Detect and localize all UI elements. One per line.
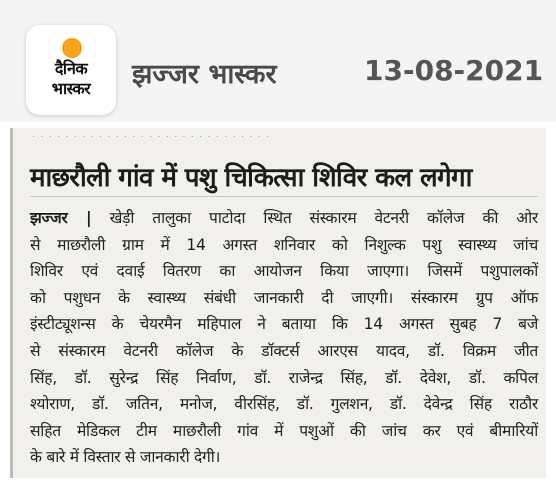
article-dateline: झज्जर |: [30, 209, 92, 227]
article-line: से संस्कारम वेटनरी कॉलेज के डॉक्टर्स आरएस यादव, डॉ. विक्रम जीत: [30, 341, 538, 360]
logo-text-line2: भास्कर: [51, 79, 91, 98]
article-line: [30, 205, 538, 232]
logo-text-line1: दैनिक: [54, 59, 88, 78]
clipping-edge: [10, 128, 13, 478]
article-line: को पशुधन के स्वास्थ्य संबंधी जानकारी दी जाएगी। संस्कारम ग्रुप ऑफ: [30, 288, 538, 307]
article-headline: माछरौली गांव में पशु चिकित्सा शिविर कल लगेगा: [30, 163, 472, 193]
sun-icon: [62, 38, 82, 58]
article-line: सहित मेडिकल टीम माछरौली गांव में पशुओं की जांच कर एवं बीमारियों: [30, 421, 538, 440]
page-header: [0, 0, 556, 122]
article-line: सिंह, डॉ. सुरेन्द्र सिंह निर्वाण, डॉ. राजेन्द्र सिंह, डॉ. देवेश, डॉ. कपिल: [30, 368, 538, 387]
news-clipping: [10, 128, 546, 478]
article-line: शिविर एवं दवाई वितरण का आयोजन किया जाएगा। जिसमें पशुपालकों: [30, 262, 538, 281]
headline-divider: [30, 196, 538, 197]
article-line: इंस्टीट्यूशन्स के चेयरमैन महिपाल ने बताया कि 14 अगस्त सुबह 7 बजे: [30, 315, 538, 334]
edition-date: 13-08-2021: [364, 54, 544, 87]
article-body: [30, 205, 538, 471]
paper-edition-title: झज्जर भास्कर: [132, 59, 277, 90]
article-line: श्योराण, डॉ. जतिन, मनोज, वीरसिंह, डॉ. गुलशन, डॉ. देवेन्द्र सिंह राठौर: [30, 395, 538, 414]
cut-off-text-decoration: · · · · · · · · · · · · · · · · · · · · · · · · · · · · ·: [32, 132, 271, 143]
article-line: के बारे में विस्तार से जानकारी देगी।: [30, 448, 221, 467]
dainik-bhaskar-logo: [26, 25, 116, 115]
article-line-text: खेड़ी तालुका पाटोदा स्थित संस्कारम वेटनरी कॉलेज की ओर: [109, 209, 538, 227]
article-line: से माछरौली ग्राम में 14 अगस्त शनिवार को निशुल्क पशु स्वास्थ्य जांच: [30, 235, 538, 254]
